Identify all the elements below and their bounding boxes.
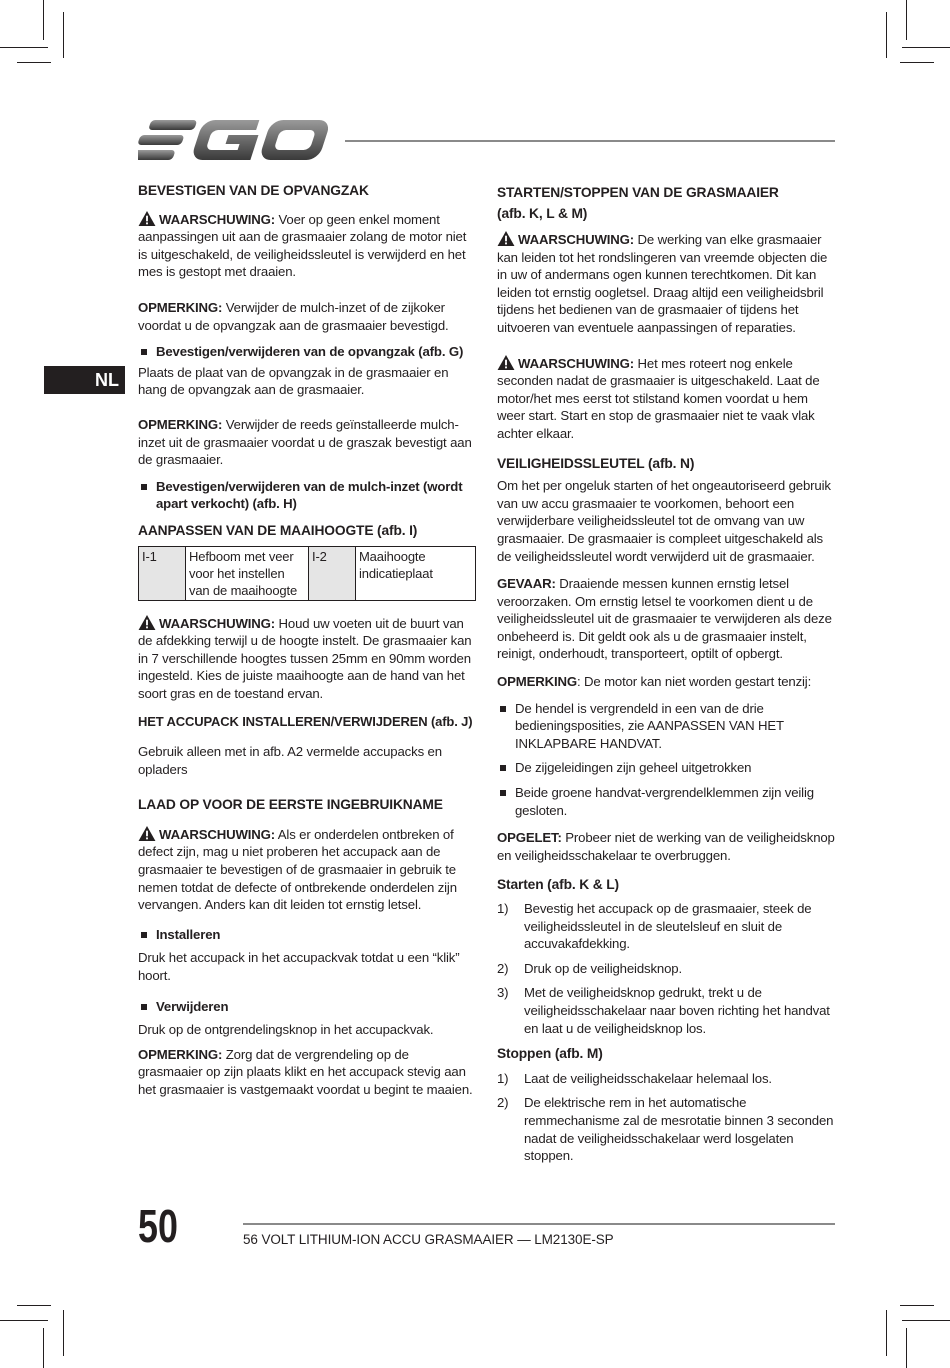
crop-mark (886, 1310, 887, 1356)
numbered-step (497, 1094, 837, 1164)
note-paragraph (138, 299, 476, 334)
list-item-text: Beide groene handvat-vergrendelklemmen zijn veilig gesloten. (515, 785, 814, 818)
crop-mark (900, 1305, 934, 1306)
warning-paragraph (138, 211, 476, 281)
warning-label: WAARSCHUWING: (518, 355, 634, 371)
warning-label: WAARSCHUWING: (159, 615, 275, 631)
crop-mark (63, 12, 64, 58)
warning-text: De werking van elke grasmaaier kan leiden tot het rondslingeren van vreemde objecten die in uw of andermans ogen kunnen terechtkomen. Dit kan leiden tot ernstig oogletsel. Draag altijd een veiligheidsbril tijdens het bedienen van de grasmaaier of tijdens het uitvoeren van eventuele aanpassingen of reparaties. (497, 232, 828, 335)
header-rule (345, 140, 835, 142)
step-number: 3) (497, 985, 509, 1001)
crop-mark (902, 47, 950, 48)
note-text: Verwijder de reeds geïnstalleerde mulch-inzet uit de grasmaaier voordat u de graszak bevestigt aan de grasmaaier. (138, 416, 472, 468)
bullet-heading (138, 343, 476, 361)
note-paragraph (138, 416, 476, 469)
numbered-step (497, 960, 837, 978)
list-item (497, 700, 837, 753)
list-item (497, 784, 837, 819)
crop-mark (900, 62, 934, 63)
section-heading: LAAD OP VOOR DE EERSTE INGEBRUIKNAME (138, 797, 443, 813)
language-tab: NL (44, 366, 125, 394)
note-paragraph (497, 673, 837, 691)
note-label: OPMERKING: (138, 416, 223, 432)
warning-icon (497, 231, 515, 246)
note-label: OPMERKING: (138, 299, 223, 315)
body-paragraph: Plaats de plaat van de opvangzak in de grasmaaier en hang de opvangzak aan de grasmaaier. (138, 364, 449, 398)
bullet-heading-text: Installeren (156, 926, 221, 942)
bullet-square-icon (500, 765, 506, 771)
warning-text: Het mes roteert nog enkele seconden nadat de grasmaaier is uitgeschakeld. Laat de motor/het mes eerst tot stilstand komen voordat u hem weer start. Start en stop de grasmaaier niet te vaak vlak achter elkaar. (497, 355, 820, 441)
bullet-heading (138, 998, 476, 1016)
crop-mark (902, 1320, 950, 1321)
bullet-heading-text: Verwijderen (156, 998, 229, 1014)
warning-paragraph (497, 355, 837, 443)
list-item-text: De hendel is vergrendeld in een van de drie bedieningsposities, zie AANPASSEN VAN HET INKLAPBARE HANDVAT. (515, 700, 784, 751)
warning-paragraph (138, 615, 476, 703)
note-text: Zorg dat de vergrendeling op de grasmaaier op zijn plaats klikt en het accupack stevig aan het grasmaaier is vastgemaakt voordat u begint te maaien. (138, 1046, 473, 1097)
warning-label: WAARSCHUWING: (159, 826, 275, 842)
list-item-text: De zijgeleidingen zijn geheel uitgetrokken (515, 760, 752, 776)
body-paragraph: Gebruik alleen met in afb. A2 vermelde accupacks en opladers (138, 744, 442, 777)
section-heading: STARTEN/STOPPEN VAN DE GRASMAAIER (afb. K, L & M) (497, 185, 779, 221)
bullet-heading-text: Bevestigen/verwijderen van de mulch-inzet (wordt apart verkocht) (afb. H) (156, 478, 463, 512)
list-item (497, 759, 837, 777)
warning-text: Als er onderdelen ontbreken of defect zijn, mag u niet proberen het accupack aan de grasmaaier te bevestigen of de grasmaaier in gebruik te nemen totdat de defecte of ontbrekende onderdelen zijn vervangen. Anders kan dit leiden tot ernstig letsel. (138, 826, 457, 913)
warning-label: WAARSCHUWING: (518, 232, 634, 247)
left-column (138, 180, 476, 1099)
bullet-square-icon (141, 1004, 147, 1010)
note-paragraph (138, 1046, 476, 1099)
warning-paragraph (138, 826, 476, 914)
step-text: Druk op de veiligheidsknop. (524, 960, 682, 976)
section-heading: AANPASSEN VAN DE MAAIHOOGTE (afb. I) (138, 522, 418, 538)
caution-label: OPGELET: (497, 830, 562, 846)
section-heading: VEILIGHEIDSSLEUTEL (afb. N) (497, 455, 695, 471)
body-paragraph: Om het per ongeluk starten of het ongeautoriseerd gebruik van uw accu grasmaaier te voorkomen, behoort een verwijderbare veiligheidssleutel tot de omvang van uw grasmaaier. De grasmaaier is compleet uitgeschakeld als de veiligheidssleutel wordt verwijderd uit de grasmaaier. (497, 478, 831, 564)
crop-mark (886, 12, 887, 58)
page-number: 50 (138, 1200, 178, 1252)
warning-icon (138, 211, 156, 226)
bullet-heading-text: Bevestigen/verwijderen van de opvangzak (afb. G) (156, 344, 464, 360)
ego-logo (138, 118, 328, 162)
table-cell-key: I-1 (139, 546, 186, 600)
bullet-heading (138, 926, 476, 944)
crop-mark (0, 47, 48, 48)
bullet-square-icon (141, 484, 147, 490)
numbered-step (497, 984, 837, 1037)
section-heading: Starten (afb. K & L) (497, 877, 619, 893)
section-heading: BEVESTIGEN VAN DE OPVANGZAK (138, 183, 369, 198)
danger-label: GEVAAR: (497, 576, 556, 592)
step-number: 1) (497, 1070, 509, 1086)
note-text: Verwijder de mulch-inzet of de zijkoker voordat u de opvangzak aan de grasmaaier bevestigd. (138, 299, 449, 333)
note-text: : De motor kan niet worden gestart tenzij: (576, 674, 812, 690)
warning-text: Voer op geen enkel moment aanpassingen uit aan de grasmaaier zolang de motor niet is uitgeschakeld, de veiligheidssleutel is verwijderd en het mes is gestopt met draaien. (138, 211, 467, 280)
danger-paragraph (497, 575, 837, 663)
warning-text: Houd uw voeten uit de buurt van de afdekking terwijl u de hoogte instelt. De grasmaaier kan in 7 verschillende hoogtes tussen 25mm en 90mm worden ingesteld. Kies de juiste maaihoogte aan de hand van het soort gras en de toestand ervan. (138, 615, 472, 701)
crop-mark (63, 1310, 64, 1356)
bullet-square-icon (141, 932, 147, 938)
bullet-square-icon (500, 790, 506, 796)
section-heading: HET ACCUPACK INSTALLEREN/VERWIJDEREN (afb. J) (138, 714, 473, 730)
table-row (139, 546, 476, 600)
step-text: Laat de veiligheidsschakelaar helemaal los. (524, 1070, 772, 1086)
footer-rule (243, 1223, 835, 1225)
body-paragraph: Druk op de ontgrendelingsknop in het accupackvak. (138, 1022, 434, 1038)
bullet-square-icon (500, 706, 506, 712)
crop-mark (906, 0, 907, 40)
warning-icon (138, 615, 156, 630)
parts-table (138, 546, 476, 601)
numbered-step (497, 1070, 837, 1088)
danger-text: Draaiende messen kunnen ernstig letsel veroorzaken. Om ernstig letsel te voorkomen dient u de veiligheidssleutel uit de grasmaaier te verwijderen als deze onbeheerd is. Dit geldt ook als u de grasmaaier instelt, reinigt, onderhoudt, transporteert, optilt of opbergt. (497, 576, 832, 662)
step-number: 2) (497, 960, 509, 976)
crop-mark (0, 1320, 48, 1321)
table-cell-key: I-2 (309, 546, 356, 600)
step-text: Bevestig het accupack op de grasmaaier, steek de veiligheidssleutel in de sleutelsleuf en sluit de accuvakafdekking. (524, 901, 812, 952)
body-paragraph: Druk het accupack in het accupackvak totdat u een “klik” hoort. (138, 950, 460, 983)
bullet-heading (138, 478, 476, 513)
warning-icon (138, 826, 156, 841)
crop-mark (906, 1328, 907, 1368)
step-number: 1) (497, 901, 509, 916)
warning-icon (497, 355, 515, 370)
note-label: OPMERKING (497, 674, 577, 690)
step-text: De elektrische rem in het automatische remmechanisme zal de mesrotatie binnen 3 seconden nadat de veiligheidsschakelaar werd losgelaten stoppen. (524, 1095, 834, 1164)
crop-mark (43, 1328, 44, 1368)
warning-paragraph (497, 231, 837, 337)
footer-title: 56 VOLT LITHIUM-ION ACCU GRASMAAIER — LM2130E-SP (243, 1232, 614, 1247)
warning-label: WAARSCHUWING: (159, 211, 275, 227)
crop-mark (17, 1305, 51, 1306)
step-text: Met de veiligheidsknop gedrukt, trekt u de veiligheidsschakelaar naar boven richting het handvat en laat u de veiligheidsknop los. (524, 985, 830, 1036)
crop-mark (17, 62, 51, 63)
section-heading: Stoppen (afb. M) (497, 1046, 603, 1062)
note-label: OPMERKING: (138, 1046, 223, 1062)
crop-mark (43, 0, 44, 40)
caution-text: Probeer niet de werking van de veiligheidsknop en veiligheidsschakelaar te overbruggen. (497, 830, 835, 863)
right-column (497, 180, 837, 1165)
table-cell-value: Hefboom met veer voor het instellen van de maaihoogte (186, 546, 309, 600)
bullet-square-icon (141, 349, 147, 355)
step-number: 2) (497, 1095, 509, 1111)
numbered-step (497, 900, 837, 953)
caution-paragraph (497, 829, 837, 864)
table-cell-value: Maaihoogte indicatieplaat (356, 546, 476, 600)
